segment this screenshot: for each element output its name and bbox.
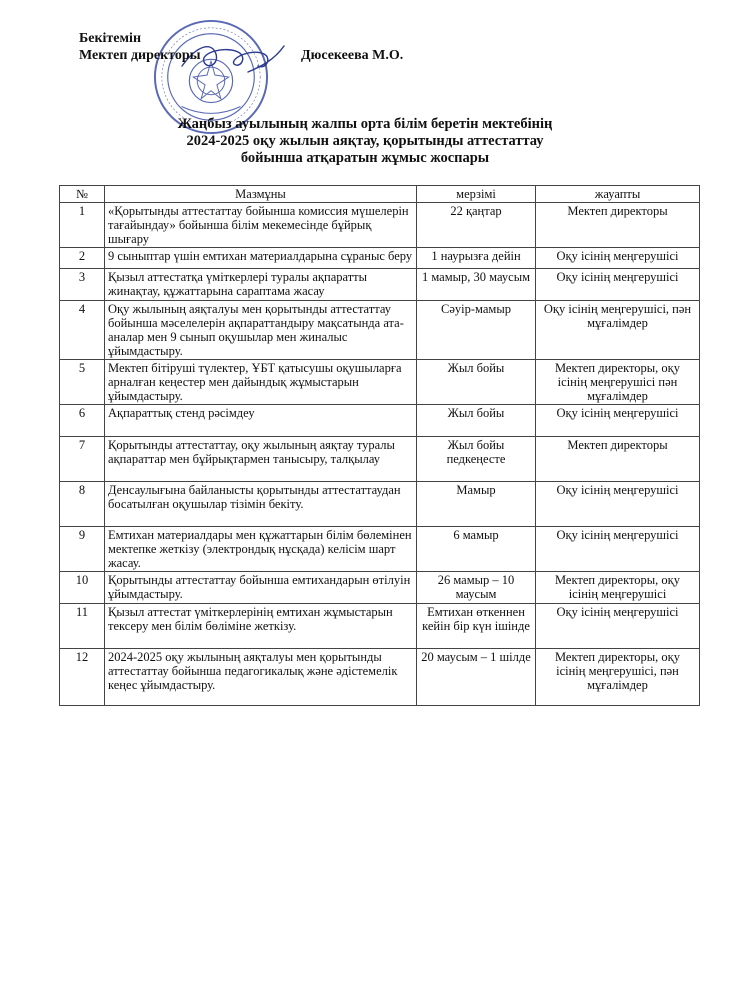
table-row	[60, 437, 700, 482]
row-number: 10	[60, 572, 105, 604]
header-term: мерзімі	[417, 186, 536, 203]
row-content: Оқу жылының аяқталуы мен қорытынды аттестаттау бойынша мәселелерін ақпараттандыру мақсатында ата-аналар мен 9 сынып оқушылар мен жиналыс ұйымдастыру.	[105, 301, 417, 360]
director-position: Мектеп директоры	[79, 48, 201, 63]
table-row	[60, 572, 700, 604]
header-number: №	[60, 186, 105, 203]
approval-block	[79, 30, 404, 64]
header-content: Мазмұны	[105, 186, 417, 203]
row-content: Қызыл аттестат үміткерлерінің емтихан жұмыстарын тексеру мен білім бөліміне жеткізу.	[105, 604, 417, 649]
row-term: 6 мамыр	[417, 527, 536, 572]
row-responsible: Мектеп директоры, оқу ісінің меңгерушісі	[536, 572, 700, 604]
table-row	[60, 301, 700, 360]
table-row	[60, 360, 700, 405]
row-content: «Қорытынды аттестаттау бойынша комиссия мүшелерін тағайындау» бойынша білім мекемесінде бұйрық шығару	[105, 203, 417, 248]
row-content: Қызыл аттестатқа үміткерлері туралы ақпаратты жинақтау, құжаттарына сараптама жасау	[105, 269, 417, 301]
title-line-2: 2024-2025 оқу жылын аяқтау, қорытынды аттестаттау	[186, 133, 544, 149]
row-responsible: Оқу ісінің меңгерушісі	[536, 269, 700, 301]
header-responsible: жауапты	[536, 186, 700, 203]
row-content: Қорытынды аттестаттау бойынша емтихандарын өтілуін ұйымдастыру.	[105, 572, 417, 604]
row-responsible: Оқу ісінің меңгерушісі, пән мұғалімдер	[536, 301, 700, 360]
document-title	[130, 116, 600, 167]
row-responsible: Мектеп директоры, оқу ісінің меңгерушісі, пән мұғалімдер	[536, 649, 700, 706]
table-row	[60, 527, 700, 572]
table-row	[60, 604, 700, 649]
approval-label: Бекітемін	[79, 31, 142, 46]
row-responsible: Оқу ісінің меңгерушісі	[536, 482, 700, 527]
title-line-1: Жаңбыз ауылының жалпы орта білім беретін мектебінің	[177, 116, 553, 132]
row-term: 26 мамыр – 10 маусым	[417, 572, 536, 604]
row-responsible: Мектеп директоры	[536, 203, 700, 248]
table-header-row	[60, 186, 700, 203]
row-number: 6	[60, 405, 105, 437]
row-term: Жыл бойы педкеңесте	[417, 437, 536, 482]
row-number: 4	[60, 301, 105, 360]
row-term: Жыл бойы	[417, 360, 536, 405]
row-content: Қорытынды аттестаттау, оқу жылының аяқтау туралы ақпараттар мен бұйрықтармен танысыру, талқылау	[105, 437, 417, 482]
row-term: Емтихан өткеннен кейін бір күн ішінде	[417, 604, 536, 649]
table-row	[60, 405, 700, 437]
table-row	[60, 203, 700, 248]
row-content: 9 сыныптар үшін емтихан материалдарына сұраныс беру	[105, 248, 417, 269]
row-content: 2024-2025 оқу жылының аяқталуы мен қорытынды аттестаттау бойынша педагогикалық және әдістемелік кеңес ұйымдастыру.	[105, 649, 417, 706]
table-row	[60, 248, 700, 269]
row-number: 3	[60, 269, 105, 301]
table-row	[60, 649, 700, 706]
row-content: Денсаулығына байланысты қорытынды аттестаттаудан босатылған оқушылар тізімін бекіту.	[105, 482, 417, 527]
row-responsible: Оқу ісінің меңгерушісі	[536, 527, 700, 572]
row-content: Емтихан материалдары мен құжаттарын білім бөлемінен мектепке жеткізу (электрондық нұсқада) келісім шарт жасау.	[105, 527, 417, 572]
row-term: 1 мамыр, 30 маусым	[417, 269, 536, 301]
row-content: Мектеп бітіруші түлектер, ҰБТ қатысушы оқушыларға арналған кеңестер мен дайындық жұмыстарын ұйымдастыру.	[105, 360, 417, 405]
work-plan-table	[59, 185, 700, 706]
row-number: 12	[60, 649, 105, 706]
row-responsible: Оқу ісінің меңгерушісі	[536, 405, 700, 437]
title-line-3: бойынша атқаратын жұмыс жоспары	[240, 150, 490, 166]
row-number: 8	[60, 482, 105, 527]
table-row	[60, 269, 700, 301]
row-responsible: Мектеп директоры	[536, 437, 700, 482]
row-term: 1 наурызға дейін	[417, 248, 536, 269]
row-number: 7	[60, 437, 105, 482]
table-body	[60, 203, 700, 706]
director-name: Дюсекеева М.О.	[301, 48, 404, 63]
row-responsible: Оқу ісінің меңгерушісі	[536, 604, 700, 649]
row-number: 5	[60, 360, 105, 405]
row-term: 20 маусым – 1 шілде	[417, 649, 536, 706]
row-term: Мамыр	[417, 482, 536, 527]
row-responsible: Оқу ісінің меңгерушісі	[536, 248, 700, 269]
row-number: 9	[60, 527, 105, 572]
row-responsible: Мектеп директоры, оқу ісінің меңгерушісі пән мұғалімдер	[536, 360, 700, 405]
table-row	[60, 482, 700, 527]
row-content: Ақпараттық стенд рәсімдеу	[105, 405, 417, 437]
row-number: 2	[60, 248, 105, 269]
row-number: 11	[60, 604, 105, 649]
row-term: 22 қаңтар	[417, 203, 536, 248]
row-term: Сәуір-мамыр	[417, 301, 536, 360]
row-term: Жыл бойы	[417, 405, 536, 437]
row-number: 1	[60, 203, 105, 248]
